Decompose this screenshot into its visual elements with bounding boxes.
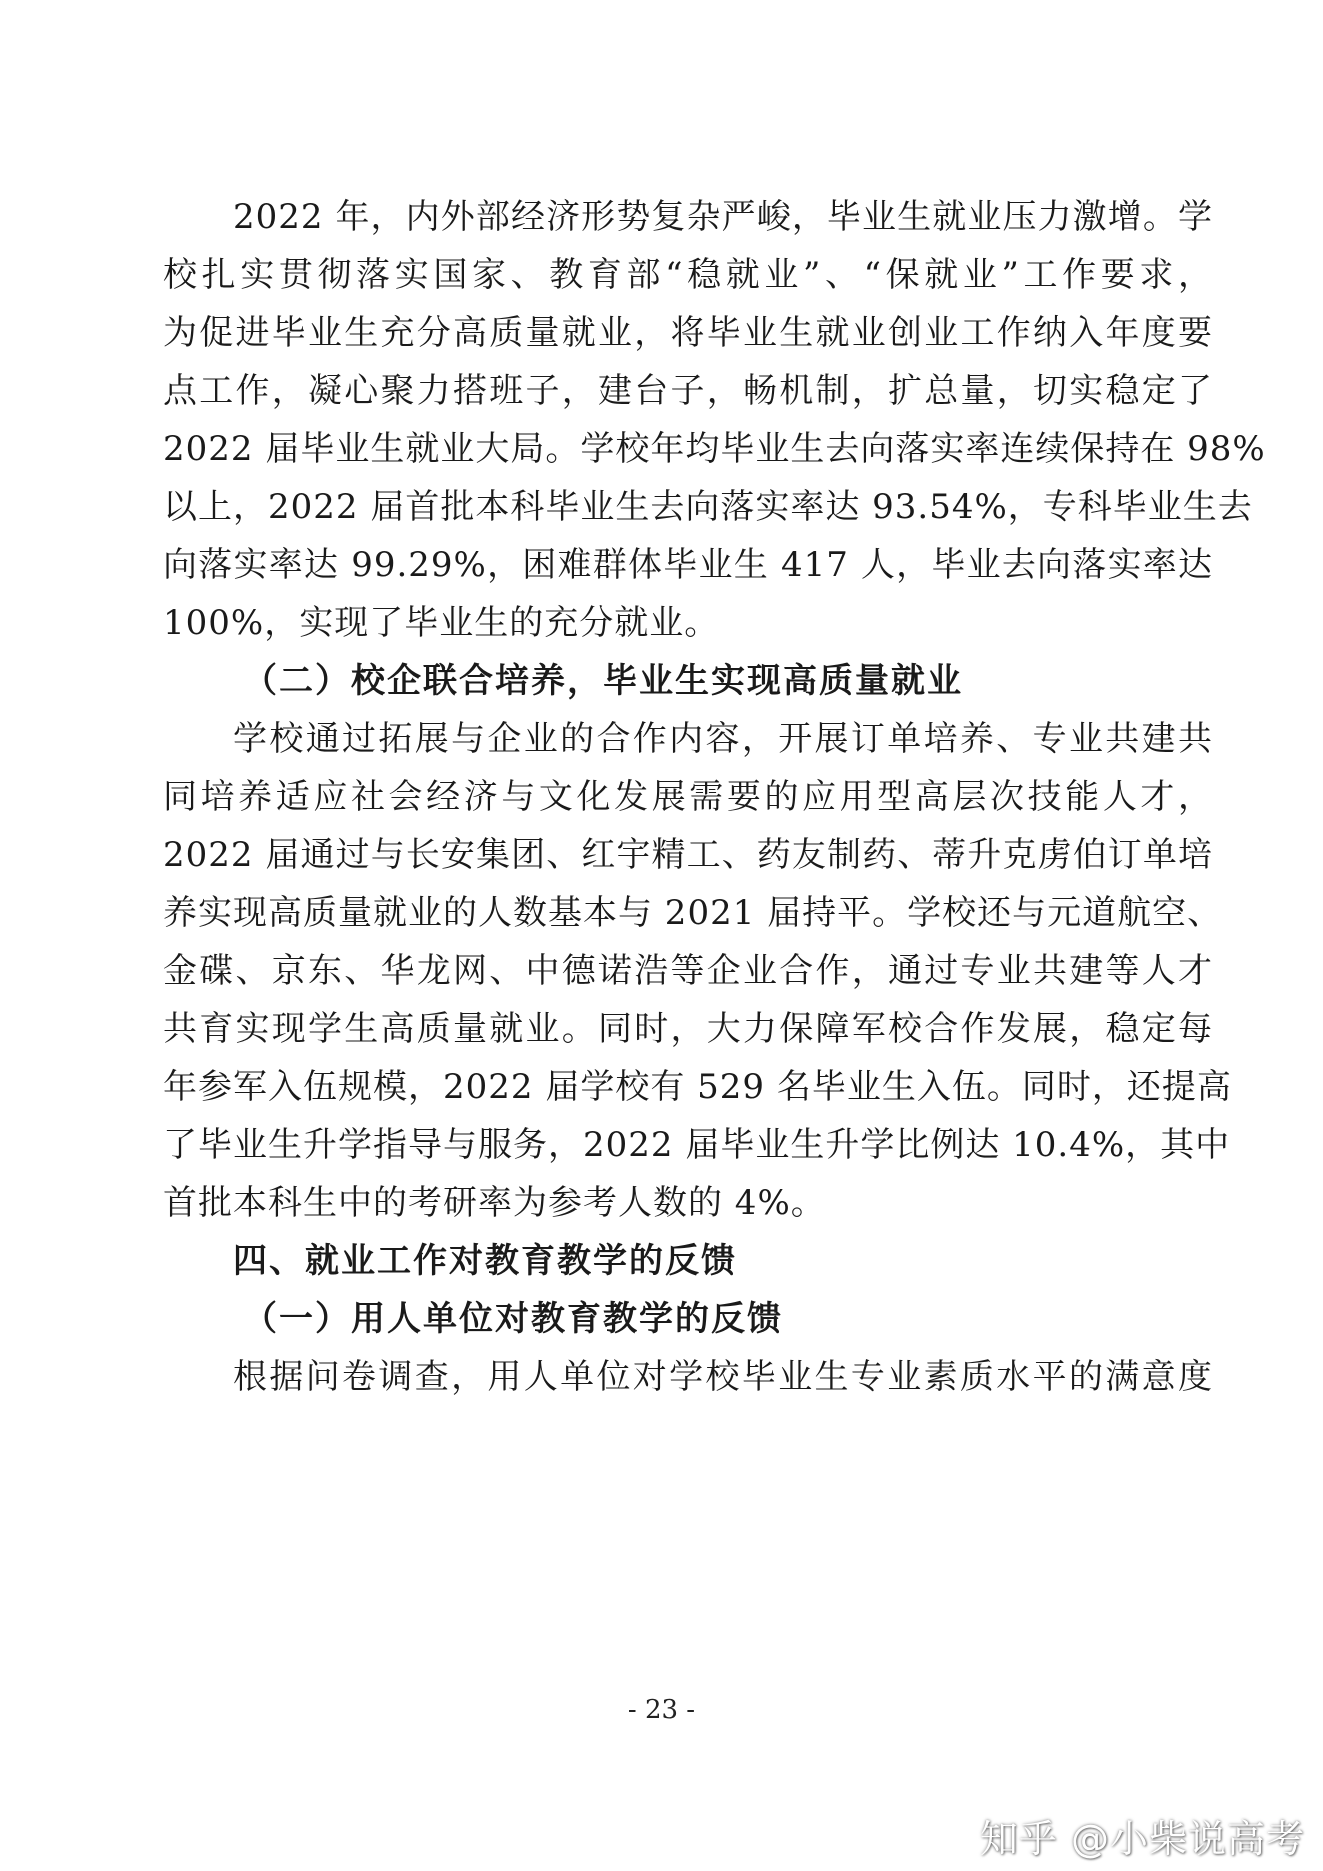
paragraph-line: 金碟、京东、华龙网、中德诺浩等企业合作，通过专业共建等人才	[163, 951, 1213, 991]
paragraph-line: 为促进毕业生充分高质量就业，将毕业生就业创业工作纳入年度要	[163, 313, 1213, 353]
paragraph-line: 年参军入伍规模，2022 届学校有 529 名毕业生入伍。同时，还提高	[163, 1067, 1232, 1107]
paragraph-line: 养实现高质量就业的人数基本与 2021 届持平。学校还与元道航空、	[163, 893, 1223, 933]
section-heading: 四、就业工作对教育教学的反馈	[233, 1241, 737, 1281]
paragraph-line: 100%，实现了毕业生的充分就业。	[163, 603, 720, 643]
watermark: 知乎 @小柴说高考	[979, 1817, 1305, 1861]
paragraph-line: 2022 届毕业生就业大局。学校年均毕业生去向落实率连续保持在 98%	[163, 429, 1266, 469]
paragraph-line: 向落实率达 99.29%，困难群体毕业生 417 人，毕业去向落实率达	[163, 545, 1213, 585]
paragraph-line: 2022 届通过与长安集团、红宇精工、药友制药、蒂升克虏伯订单培	[163, 835, 1213, 875]
sub-section-heading: （一）用人单位对教育教学的反馈	[243, 1299, 783, 1339]
paragraph-line: 共育实现学生高质量就业。同时，大力保障军校合作发展，稳定每	[163, 1009, 1213, 1049]
paragraph-line: 根据问卷调查，用人单位对学校毕业生专业素质水平的满意度	[233, 1357, 1213, 1397]
paragraph-line: 学校通过拓展与企业的合作内容，开展订单培养、专业共建共	[233, 719, 1213, 759]
paragraph-line: 首批本科生中的考研率为参考人数的 4%。	[163, 1183, 826, 1223]
paragraph-line: 校扎实贯彻落实国家、教育部“稳就业”、“保就业”工作要求，	[163, 255, 1213, 295]
page-number: - 23 -	[627, 1695, 696, 1725]
paragraph-line: 了毕业生升学指导与服务，2022 届毕业生升学比例达 10.4%，其中	[163, 1125, 1231, 1165]
section-heading: （二）校企联合培养，毕业生实现高质量就业	[243, 661, 963, 701]
paragraph-line: 点工作，凝心聚力搭班子，建台子，畅机制，扩总量，切实稳定了	[163, 371, 1213, 411]
paragraph-line: 2022 年，内外部经济形势复杂严峻，毕业生就业压力激增。学	[233, 197, 1213, 237]
paragraph-line: 同培养适应社会经济与文化发展需要的应用型高层次技能人才，	[163, 777, 1213, 817]
paragraph-line: 以上，2022 届首批本科毕业生去向落实率达 93.54%，专科毕业生去	[163, 487, 1253, 527]
